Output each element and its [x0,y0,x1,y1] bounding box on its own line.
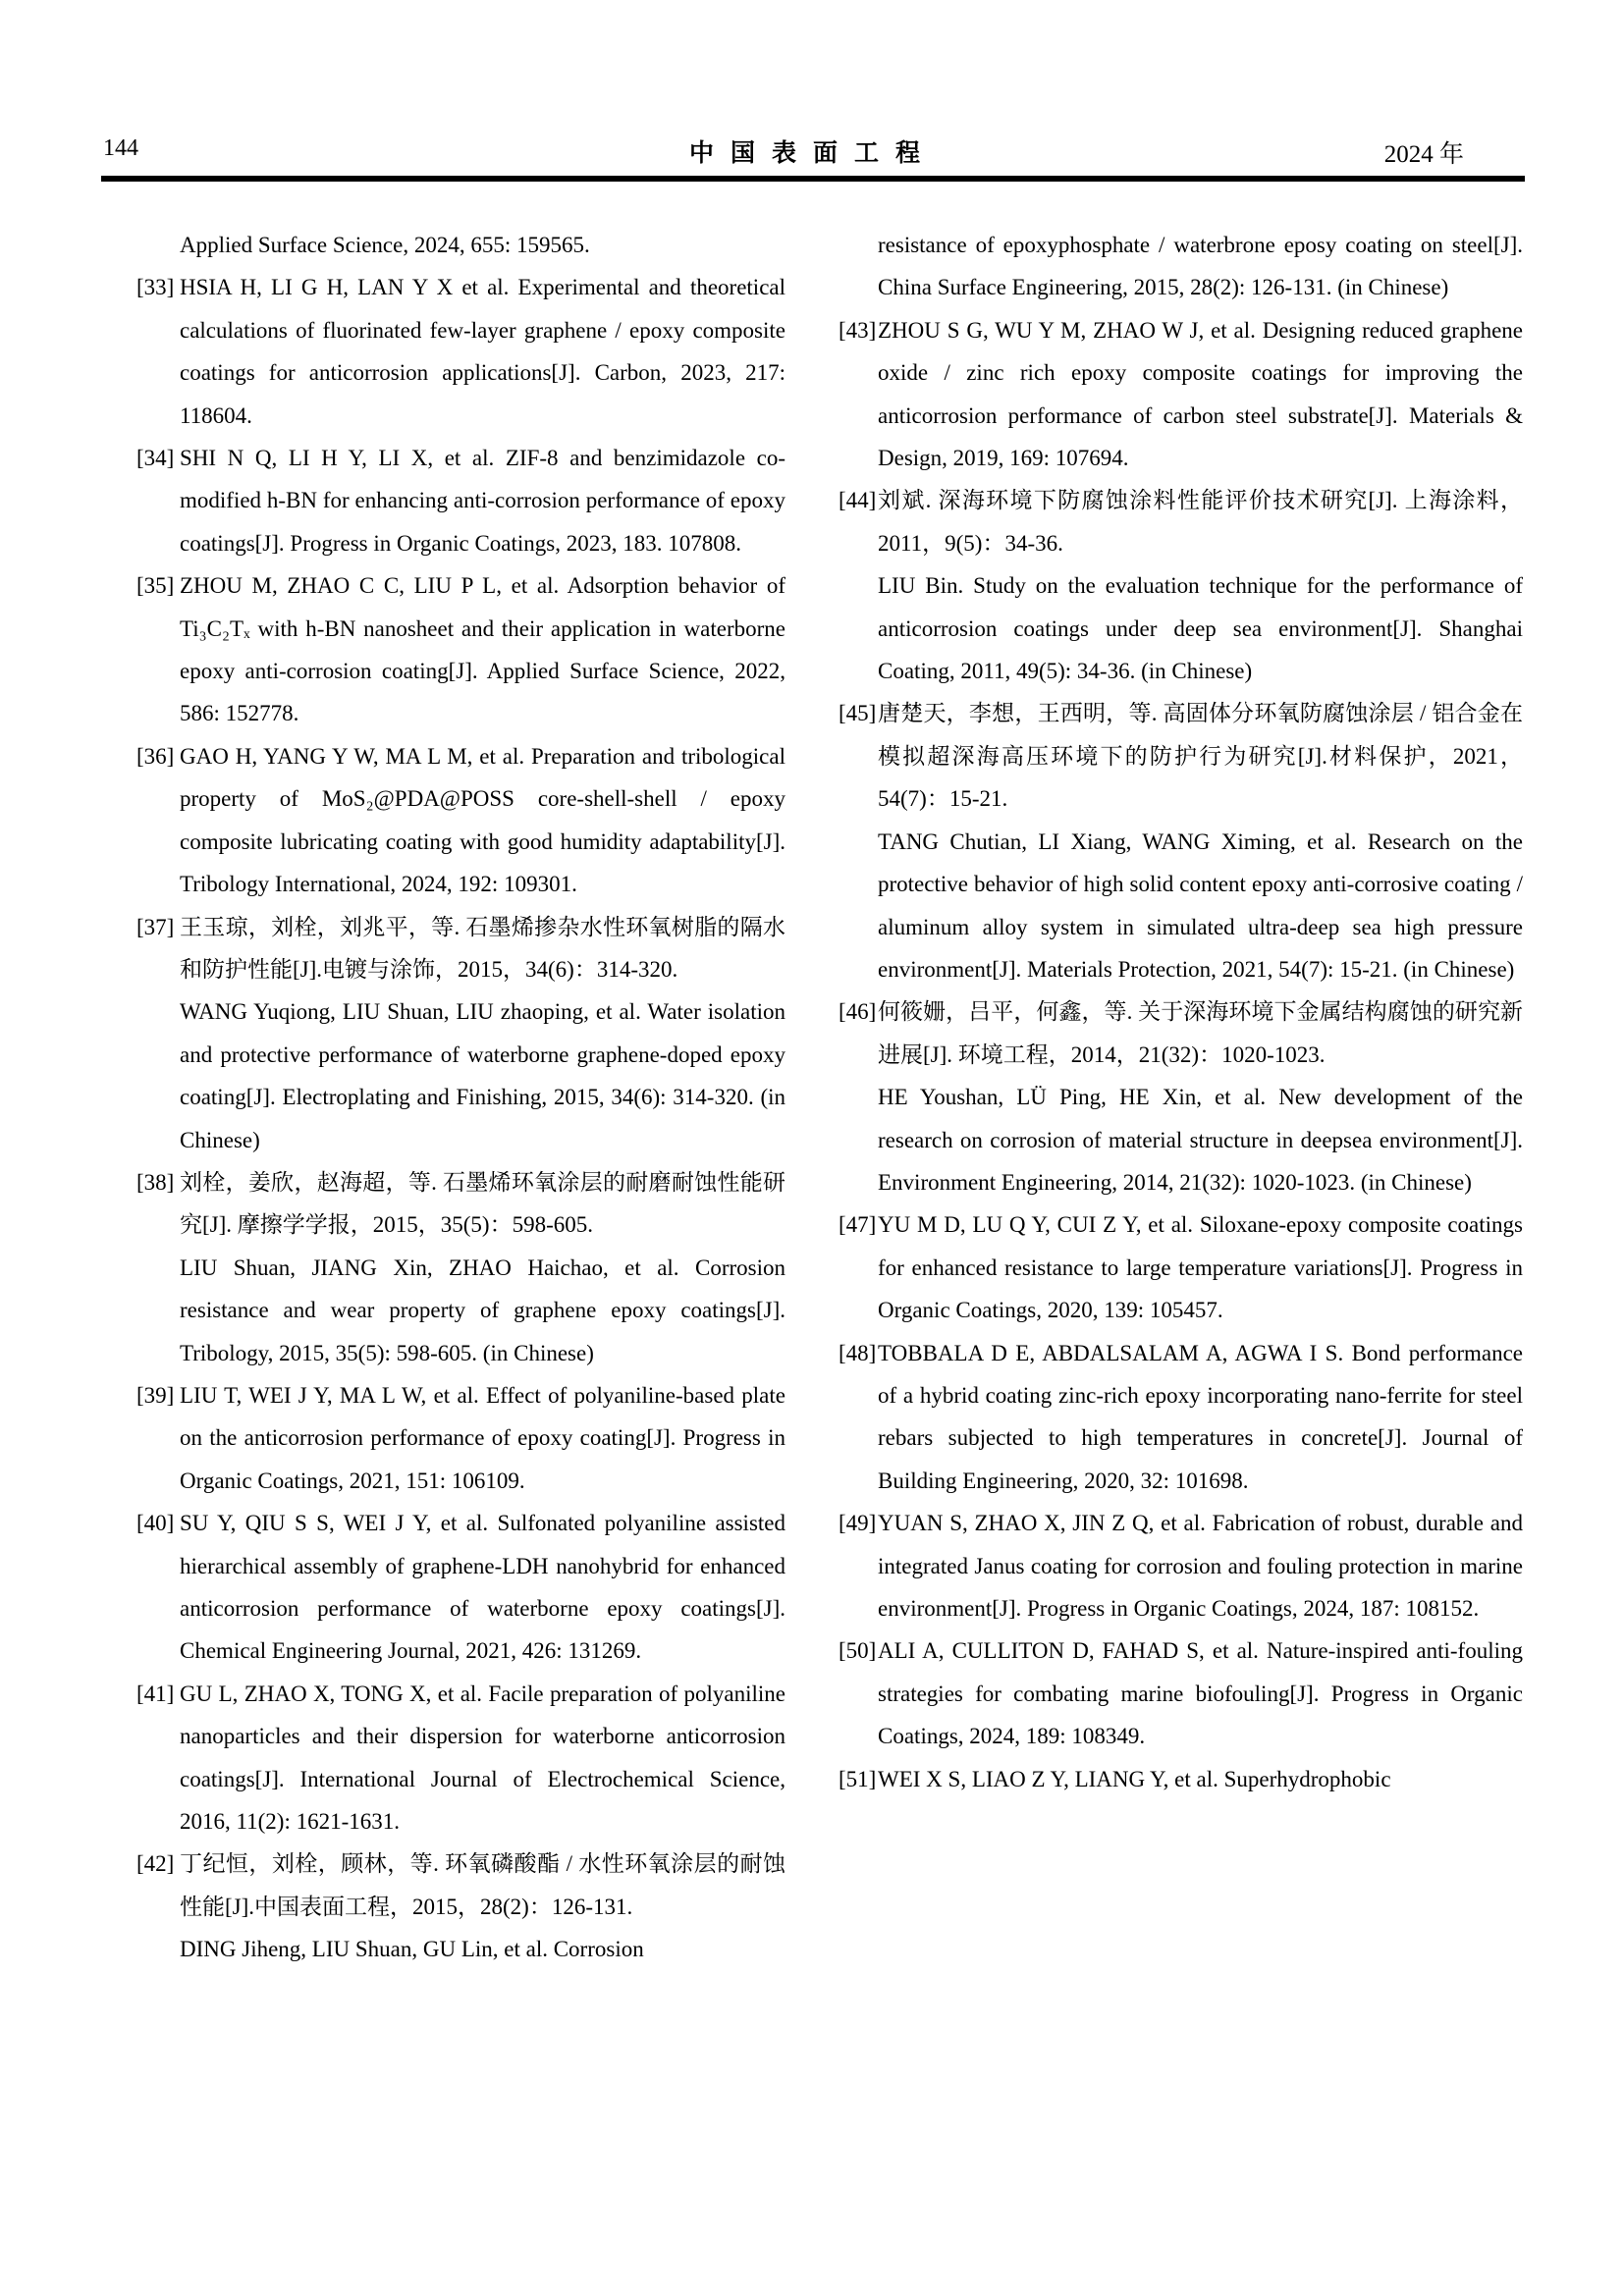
reference-number: [36] [136,743,175,769]
reference-entry [839,1758,1523,1800]
reference-text-en: ZHOU S G, WU Y M, ZHAO W J, et al. Designing reduced graphene oxide / zinc rich epoxy composite coatings for improving the anticorrosion performance of carbon steel substrate[J]. Materials & Design, 2019, 169: 107694. [878,317,1523,471]
reference-entry [136,1673,785,1843]
reference-text-en: TOBBALA D E, ABDALSALAM A, AGWA I S. Bond performance of a hybrid coating zinc-rich epoxy incorporating nano-ferrite for steel rebars subjected to high temperatures in concrete[J]. Journal of Building Engineering, 2020, 32: 101698. [878,1340,1523,1493]
reference-number: [46] [839,999,877,1025]
page-number: 144 [103,135,138,161]
reference-entry [839,1203,1523,1331]
references-column-left [136,224,785,1971]
reference-text-en: SU Y, QIU S S, WEI J Y, et al. Sulfonated polyaniline assisted hierarchical assembly of graphene-LDH nanohybrid for enhanced anticorrosion performance of waterborne epoxy coatings[J]. Chemical Engineering Journal, 2021, 426: 131269. [180,1511,785,1664]
reference-number: [39] [136,1382,175,1408]
header-rule [101,176,1525,182]
reference-text-zh: 何筱姗，吕平，何鑫，等. 关于深海环境下金属结构腐蚀的研究新进展[J]. 环境工程，2014，21(32)：1020-1023. [878,999,1523,1067]
reference-text-zh: 刘栓，姜欣，赵海超，等. 石墨烯环氧涂层的耐磨耐蚀性能研究[J]. 摩擦学学报，2015，35(5)：598-605. [180,1169,785,1238]
journal-title: 中国表面工程 [688,140,938,167]
page-header [101,133,1525,173]
reference-entry [136,1374,785,1502]
reference-number: [45] [839,701,877,726]
reference-entry [136,1502,785,1673]
reference-entry [136,437,785,564]
reference-number: [50] [839,1638,877,1664]
reference-text-en: GU L, ZHAO X, TONG X, et al. Facile preparation of polyaniline nanoparticles and their dispersion for waterborne anticorrosion coatings[J]. International Journal of Electrochemical Science, 2016, 11(2): 1621-1631. [180,1681,785,1835]
reference-text-en: WANG Yuqiong, LIU Shuan, LIU zhaoping, et al. Water isolation and protective performance of waterborne graphene-doped epoxy coating[J]. Electroplating and Finishing, 2015, 34(6): 314-320. (in Chinese) [180,999,785,1152]
reference-text-en: HE Youshan, LÜ Ping, HE Xin, et al. New development of the research on corrosion of material structure in deepsea environment[J]. Environment Engineering, 2014, 21(32): 1020-1023. (in Chinese) [878,1085,1523,1195]
reference-number: [44] [839,488,877,513]
reference-entry [839,479,1523,692]
reference-entry [839,1502,1523,1629]
reference-text-en: LIU Shuan, JIANG Xin, ZHAO Haichao, et al. Corrosion resistance and wear property of graphene epoxy coatings[J]. Tribology, 2015, 35(5): 598-605. (in Chinese) [180,1255,785,1365]
reference-entry [839,224,1523,309]
reference-entry [136,1842,785,1970]
reference-text-en: Applied Surface Science, 2024, 655: 159565. [180,233,590,257]
reference-number: [33] [136,275,175,300]
reference-entry [136,266,785,437]
reference-entry [136,735,785,906]
reference-text-en: TANG Chutian, LI Xiang, WANG Ximing, et al. Research on the protective behavior of high solid content epoxy anti-corrosive coating / aluminum alloy system in simulated ultra-deep sea high pressure environment[J]. Materials Protection, 2021, 54(7): 15-21. (in Chinese) [878,828,1523,982]
reference-number: [42] [136,1851,175,1877]
reference-text-zh: 刘斌. 深海环境下防腐蚀涂料性能评价技术研究[J]. 上海涂料，2011，9(5)：34-36. [878,488,1523,556]
reference-text-en: YU M D, LU Q Y, CUI Z Y, et al. Siloxane-epoxy composite coatings for enhanced resistance to large temperature variations[J]. Progress in Organic Coatings, 2020, 139: 105457. [878,1212,1523,1323]
reference-text-zh: 唐楚天，李想，王西明，等. 高固体分环氧防腐蚀涂层 / 铝合金在模拟超深海高压环境下的防护行为研究[J].材料保护，2021，54(7)：15-21. [878,701,1523,812]
reference-text-en: SHI N Q, LI H Y, LI X, et al. ZIF-8 and benzimidazole co-modified h-BN for enhancing anti-corrosion performance of epoxy coatings[J]. Progress in Organic Coatings, 2023, 183. 107808. [180,446,785,556]
reference-text-en: ALI A, CULLITON D, FAHAD S, et al. Nature-inspired anti-fouling strategies for combating marine biofouling[J]. Progress in Organic Coatings, 2024, 189: 108349. [878,1638,1523,1749]
reference-text-en: GAO H, YANG Y W, MA L M, et al. Preparation and tribological property of MoS₂@PDA@POSS core-shell-shell / epoxy composite lubricating coating with good humidity adaptability[J]. Tribology International, 2024, 192: 109301. [180,743,785,897]
reference-number: [37] [136,914,175,939]
reference-text-en: WEI X S, LIAO Z Y, LIANG Y, et al. Superhydrophobic [878,1766,1391,1791]
reference-entry [839,1629,1523,1757]
reference-number: [41] [136,1681,175,1706]
references-column-right [839,224,1523,1971]
reference-entry [136,906,785,1161]
reference-number: [35] [136,573,175,599]
reference-text-zh: 王玉琼，刘栓，刘兆平，等. 石墨烯掺杂水性环氧树脂的隔水和防护性能[J].电镀与涂饰，2015，34(6)：314-320. [180,914,785,982]
reference-entry [136,564,785,735]
reference-entry [136,224,785,266]
reference-number: [40] [136,1511,175,1536]
reference-number: [51] [839,1766,877,1791]
references-section [136,224,1523,1971]
reference-number: [49] [839,1511,877,1536]
reference-entry [839,990,1523,1203]
year-label: 2024 年 [1383,141,1464,168]
reference-text-zh: 丁纪恒，刘栓，顾林，等. 环氧磷酸酯 / 水性环氧涂层的耐蚀性能[J].中国表面工程，2015，28(2)：126-131. [180,1851,785,1919]
reference-text-en: resistance of epoxyphosphate / waterbrone eposy coating on steel[J]. China Surface Engineering, 2015, 28(2): 126-131. (in Chinese) [878,233,1523,300]
reference-number: [47] [839,1212,877,1238]
reference-number: [43] [839,317,877,343]
reference-number: [34] [136,446,175,471]
reference-entry [136,1161,785,1374]
reference-text-en: HSIA H, LI G H, LAN Y X et al. Experimental and theoretical calculations of fluorinated few-layer graphene / epoxy composite coatings for anticorrosion applications[J]. Carbon, 2023, 217: 118604. [180,275,785,428]
reference-text-en: YUAN S, ZHAO X, JIN Z Q, et al. Fabrication of robust, durable and integrated Janus coating for corrosion and fouling protection in marine environment[J]. Progress in Organic Coatings, 2024, 187: 108152. [878,1511,1523,1621]
reference-entry [839,309,1523,480]
reference-number: [48] [839,1340,877,1365]
reference-text-en: DING Jiheng, LIU Shuan, GU Lin, et al. Corrosion [180,1937,644,1962]
reference-text-en: LIU T, WEI J Y, MA L W, et al. Effect of polyaniline-based plate on the anticorrosion performance of epoxy coating[J]. Progress in Organic Coatings, 2021, 151: 106109. [180,1382,785,1493]
reference-text-en: LIU Bin. Study on the evaluation technique for the performance of anticorrosion coatings under deep sea environment[J]. Shanghai Coating, 2011, 49(5): 34-36. (in Chinese) [878,573,1523,684]
reference-entry [839,1332,1523,1503]
reference-text-en: ZHOU M, ZHAO C C, LIU P L, et al. Adsorption behavior of Ti₃C₂Tₓ with h-BN nanosheet and their application in waterborne epoxy anti-corrosion coating[J]. Applied Surface Science, 2022, 586: 152778. [180,573,785,726]
reference-number: [38] [136,1169,175,1195]
reference-entry [839,692,1523,990]
